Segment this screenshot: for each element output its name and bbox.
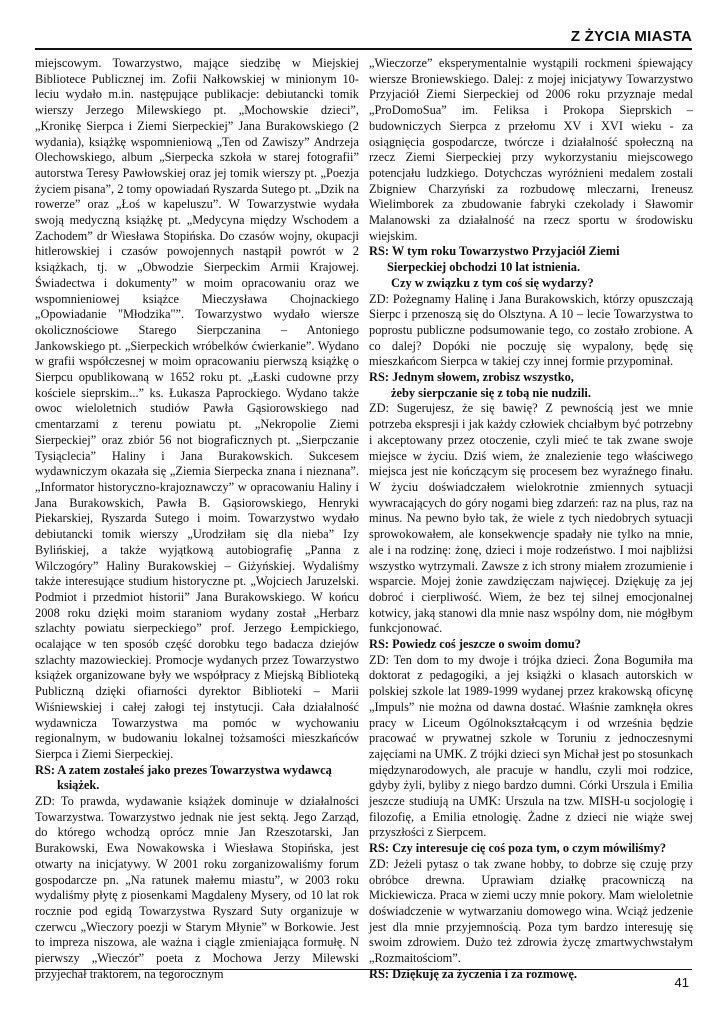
question-line: Sierpeckiej obchodzi 10 lat istnienia. — [387, 260, 581, 275]
question-line: żeby sierpczanie się z tobą nie nudzili. — [391, 385, 591, 400]
question-line: RS: W tym roku Towarzystwo Przyjaciół Ziemi — [369, 244, 620, 259]
question-line: RS: A zatem zostałeś jako prezes Towarzystwa wydawcą — [35, 762, 332, 777]
question — [35, 763, 359, 794]
paragraph: ZD: Jeżeli pytasz o tak zwane hobby, to dobrze się czuję przy obróbce drewna. Uprawiam działkę pracowniczą na Mickiewicza. Praca w ziemi uczy mnie pokory. Mam wieloletnie doświadczenie w wytwarzaniu domowego wina. Wciąż jedzenie jest dla mnie przyjemnością. Poza tym bardzo interesuję się swoim zdrowiem. Dużo też zdrowia życzę zmartwychwstałym „Rozmaitościom”. — [369, 856, 693, 966]
question — [369, 244, 693, 291]
page-header — [35, 26, 692, 50]
paragraph: ZD: To prawda, wydawanie książek dominuje w działalności Towarzystwa. Towarzystwo jednak nie jest sektą. Jego Zarząd, do którego wchodzą oprócz mnie Jan Rzeszotarski, Jan Burakowski, Ewa Nowakowska i Wiesława Stopińska, jest otwarty na inicjatywy. W 2001 roku zorganizowaliśmy forum gospodarcze pn. „Na ratunek małemu miastu”, w 2003 roku wydaliśmy płytę z piosenkami Magdaleny Mysery, od 10 lat rok rocznie pod egidą Towarzystwa Ryszard Suty organizuje w czerwcu „Wieczory poezji w Starym Młynie” w Borkowie. Jest to impreza niszowa, ale ważna i ciągle zmieniająca formułę. N pierwszy „Wieczór” poeta z Mochowa Jerzy Milewski przyjechał traktorem, na tegorocznym — [35, 794, 359, 981]
question: RS: Czy interesuje cię coś poza tym, o czym mówiliśmy? — [369, 841, 667, 856]
section-title: Z ŻYCIA MIASTA — [570, 28, 692, 45]
question — [369, 370, 693, 401]
paragraph: ZD: Ten dom to my dwoje i trójka dzieci. Żona Bogumiła ma doktorat z pedagogiki, a jej książki o klasach autorskich w polskiej szkole lat 1989-1999 wydanej przez krakowską oficynę „Impuls” nie można od dawna dostać. Właśnie zamknęła okres pracy w Liceum Ogólnokształcącym i od września będzie pracować w prywatnej szkole w Toruniu z jednoczesnymi zajęciami na UMK. Z trójki dzieci syn Michał jest po stosunkach międzynarodowych, ale pracuje w handlu, czyli moi rodzice, gdyby żyli, byliby z niego bardzo dumni. Córki Urszula i Emilia jeszcze studiują na UMK: Urszula na tzw. MISH-u socjologię i filozofię, a Emilia etnologię. Żadne z dzieci nie wiąże swej przyszłości z Sierpcem. — [369, 652, 693, 840]
paragraph: miejscowym. Towarzystwo, mające siedzibę w Miejskiej Bibliotece Publicznej im. Zofii Nałkowskiej w minionym 10-leciu wydało m.in. następujące publikacje: debiutancki tomik wierszy Jerzego Milewskiego pt. „Mochowskie dzieci”, „Kronikę Sierpca i Ziemi Sierpeckiej” Jana Burakowskiego (2 wydania), książkę wspomnieniową „Ten od Zawiszy” Andrzeja Olechowskiego, album „Sierpecka szkoła w starej fotografii” autorstwa Teresy Pawłowskiej oraz jej tomik wierszy pt. „Poezja życiem pisana”, 2 tomy opowiadań Ryszarda Sutego pt. „Dzik na rowerze” oraz „Łoś w kapeluszu”. W Towarzystwie wydała swoją medyczną książkę pt. „Medycyna między Wschodem a Zachodem” dr Wiesława Stopińska. Do czasów wojny, okupacji hitlerowskiej i czasów powojennych nastąpił powrót w 2 książkach, tj. w „Obwodzie Sierpeckim Armii Krajowej. Świadectwa i dokumenty” w moim opracowaniu oraz we wspomnieniowej książce Mieczysława Chojnackiego „Opowiadanie "Młodzika"”. Towarzystwo wydało wiersze okolicznościowe Starego Sierpczanina – Antoniego Jankowskiego pt. „Sierpeckich wróbelków ćwierkanie”. Wydano w grafii współczesnej w moim opracowaniu pierwszą książkę o Sierpcu opublikowaną w 1652 roku pt. „Łaski cudowne przy kościele sieprskim...” ks. Łukasza Paprockiego. Wydano także owoc wieloletnich studiów Pawła Gąsiorowskiego nad cmentarzami z terenu powiatu pt. „Nekropolie Ziemi Sierpeckiej” oraz zbiór 56 not biograficznych pt. „Sierpczanie Tysiąclecia” Haliny i Jana Burakowskich. Sukcesem wydawniczym okazała się „Ziemia Sierpecka znana i nieznana”. „Informator historyczno-krajoznawczy” w opracowaniu Haliny i Jana Burakowskich, Pawła B. Gąsiorowskiego, Henryki Piekarskiej, Ryszarda Sutego i moim. Towarzystwo wydało debiutancki tomik wierszy „Urodziłam się dla nieba” Izy Bylińskiej, a także wyjątkową autobiografię „Panna z Wilczogóry” Haliny Burakowskiej – Giżyńskiej. Wydaliśmy także interesujące studium historyczne pt. „Wojciech Jaruzelski. Podmiot i przedmiot historii” Jana Burakowskiego. W końcu 2008 roku dzięki moim staraniom wydany został „Herbarz szlachty powiatu sierpeckiego” prof. Jerzego Łempickiego, ocalające w ten sposób część dorobku tego badacza dziejów szlachty mazowieckiej. Promocje wydanych przez Towarzystwo książek organizowane były we współpracy z Miejską Biblioteką Publiczną dzięki ofiarności dyrektor Biblioteki – Marii Wiśniewskiej i całej załogi tej instytucji. Cała działalność wydawnicza Towarzystwa ma pomóc w wychowaniu regionalnym, w budowaniu lokalnej tożsamości mieszkańców Sierpca i Ziemi Sierpeckiej. — [35, 56, 359, 761]
question-line: RS: Jednym słowem, zrobisz wszystko, — [369, 370, 574, 385]
left-column — [35, 56, 359, 982]
question-line: książek. — [57, 778, 100, 793]
paragraph: ZD: Sugerujesz, że się bawię? Z pewnością jest we mnie potrzeba ekspresji i jak każdy człowiek chciałbym być potrzebny i akceptowany przez otoczenie, czyli mieć te tak zwane swoje miejsce w życiu. Dziś wiem, że znalezienie tego właściwego miejsca jest nie kończącym się procesem bez wyraźnego finału. W życiu doświadczałem wielokrotnie zmiennych sytuacji wywracających do góry nogami bieg zdarzeń: raz na plus, raz na minus. Na pewno było tak, że wiele z tych niedobrych sytuacji sprowokowałem, ale konsekwencje spadały nie tylko na mnie, ale i na rodzinę: żonę, dzieci i moje rodzeństwo. I moi najbliżsi wszystko wytrzymali. Zawsze z ich strony miałem zrozumienie i wsparcie. Mojej żonie zawdzięczam najwięcej. Dziękuję za jej dobroć i cierpliwość. Wiem, że bez tej silnej emocjonalnej kotwicy, jaką stanowi dla mnie nasz wspólny dom, nie mógłbym funkcjonować. — [369, 401, 693, 636]
right-column — [369, 56, 693, 982]
question-line: Czy w związku z tym coś się wydarzy? — [391, 275, 594, 290]
question: RS: Powiedz coś jeszcze o swoim domu? — [369, 637, 581, 652]
footer-rule — [35, 969, 692, 970]
paragraph: „Wieczorze” eksperymentalnie wystąpili rockmeni śpiewający wiersze Broniewskiego. Dalej: z mojej inicjatywy Towarzystwo Przyjaciół Ziemi Sierpeckiej od 2006 roku przyznaje medal „ProDomoSua” im. Feliksa i Prokopa Sieprskich – budowniczych Sierpca z przełomu XV i XVI wieku - za osiągnięcia gospodarcze, twórcze i działalność społeczną na rzecz Ziemi Sierpeckiej przy wykorzystaniu miejscowego potencjału ludzkiego. Dotychczas wyróżnieni medalem zostali Zbigniew Charzyński za rozbudowę mleczarni, Ireneusz Wielimborek za zbudowanie fabryki czekolady i Sławomir Malanowski za działalność na rzecz sportu w środowisku wiejskim. — [369, 56, 693, 243]
page-number: 41 — [674, 975, 689, 990]
question: RS: Dziękuję za życzenia i za rozmowę. — [369, 966, 577, 981]
paragraph: ZD: Pożegnamy Halinę i Jana Burakowskich, którzy opuszczają Sierpc i przenoszą się do Olsztyna. A 10 – lecie Towarzystwa to poprostu publiczne podsumowanie tego, co zostało zrobione. A co dalej? Dopóki nie poczuję się wypalony, będę się mieszkańcom Sierpca w takiej czy innej formie przypominał. — [369, 291, 693, 369]
